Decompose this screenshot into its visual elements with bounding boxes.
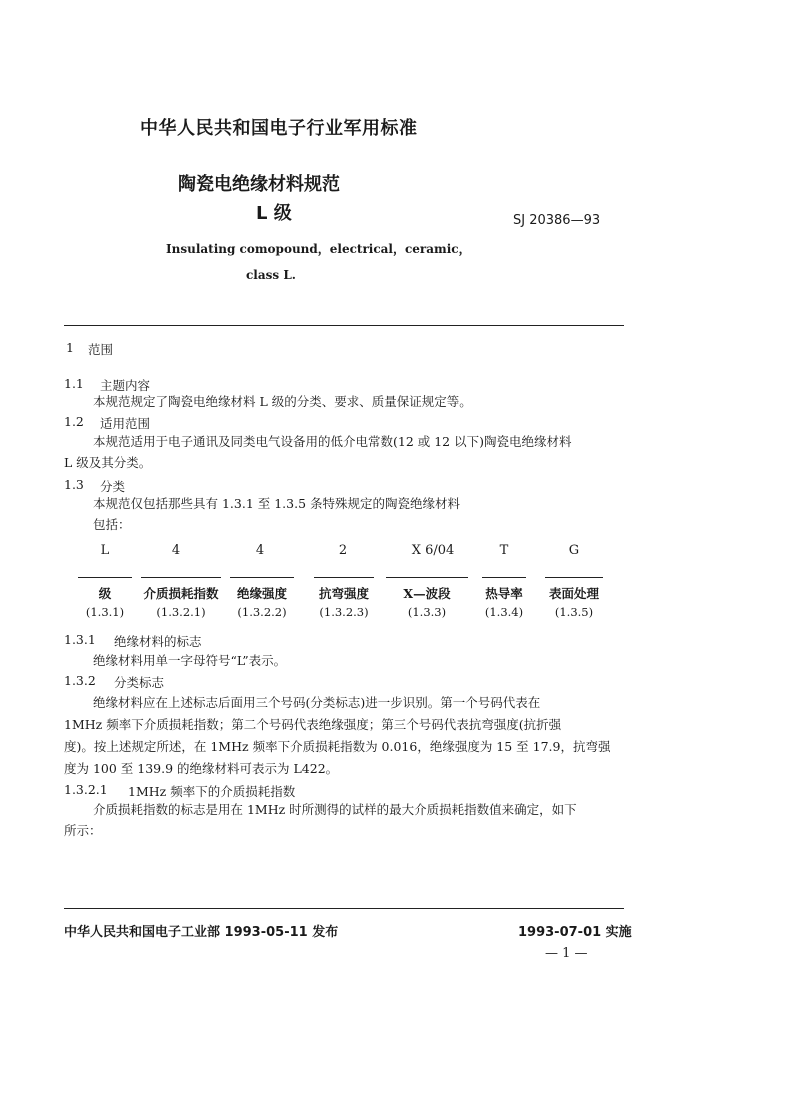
code-label-6: 热导率 — [485, 586, 523, 601]
code-label-2: 介质损耗指数 — [143, 586, 219, 601]
issuing-agency: 中华人民共和国电子行业军用标准 — [140, 118, 418, 139]
section-1-2-number: 1.2 — [64, 414, 84, 429]
code-char-7: G — [568, 543, 580, 558]
section-1-3-number: 1.3 — [64, 477, 84, 492]
code-underline-7 — [545, 577, 603, 578]
code-label-4: 抗弯强度 — [318, 586, 369, 601]
code-char-2: 4 — [171, 543, 181, 558]
footer-divider — [64, 908, 624, 909]
section-1-3-title: 分类 — [100, 479, 126, 494]
code-underline-6 — [482, 577, 526, 578]
standard-number: SJ 20386—93 — [513, 213, 601, 228]
code-label-1: 级 — [98, 586, 112, 601]
section-1-3-2-number: 1.3.2 — [64, 673, 96, 688]
section-1-2-title: 适用范围 — [100, 416, 151, 431]
section-1-3-2-para-line3: 度)。按上述规定所述，在 1MHz 频率下介质损耗指数为 0.016，绝缘强度为 15 至 17.9，抗弯强 — [64, 739, 611, 754]
section-1-1-title: 主题内容 — [100, 378, 151, 393]
section-1-3-2-1-para-line1: 介质损耗指数的标志是用在 1MHz 时所测得的试样的最大介质损耗指数值来确定，如下 — [93, 802, 577, 817]
section-1-3-2-1-title: 1MHz 频率下的介质损耗指数 — [128, 784, 296, 799]
section-1-3-text: 本规范仅包括那些具有 1.3.1 至 1.3.5 条特殊规定的陶瓷绝缘材料 — [93, 496, 461, 511]
effective-date: 1993-07-01 实施 — [518, 925, 632, 940]
section-1-title: 范围 — [88, 342, 114, 357]
code-underline-4 — [314, 577, 374, 578]
code-ref-4: (1.3.2.3) — [319, 605, 369, 619]
section-1-3-2-1-number: 1.3.2.1 — [64, 782, 108, 797]
code-underline-1 — [78, 577, 132, 578]
code-ref-3: (1.3.2.2) — [237, 605, 287, 619]
code-underline-5 — [386, 577, 468, 578]
code-char-3: 4 — [255, 543, 265, 558]
code-char-1: L — [100, 543, 110, 558]
document-title: 陶瓷电绝缘材料规范 — [178, 174, 340, 195]
issuer-date: 中华人民共和国电子工业部 1993-05-11 发布 — [64, 925, 339, 940]
section-1-3-2-para-line2: 1MHz 频率下介质损耗指数；第二个号码代表绝缘强度；第三个号码代表抗弯强度(抗折强 — [64, 717, 562, 732]
english-title-line1: Insulating comopound，electrical，ceramic， — [166, 242, 471, 256]
code-ref-6: (1.3.4) — [484, 605, 524, 619]
section-1-1-number: 1.1 — [64, 376, 84, 391]
code-char-6: T — [499, 543, 509, 558]
header-divider — [64, 325, 624, 326]
english-title-line2: class L. — [246, 268, 296, 282]
code-ref-2: (1.3.2.1) — [156, 605, 206, 619]
code-label-5: X—波段 — [403, 586, 451, 601]
section-1-3-1-title: 绝缘材料的标志 — [114, 634, 202, 649]
document-subtitle: L 级 — [256, 203, 292, 224]
section-1-number: 1 — [66, 340, 74, 355]
code-underline-3 — [230, 577, 294, 578]
section-1-1-text: 本规范规定了陶瓷电绝缘材料 L 级的分类、要求、质量保证规定等。 — [93, 394, 472, 409]
code-char-5: X 6/04 — [411, 543, 455, 558]
section-1-3-2-para-line1: 绝缘材料应在上述标志后面用三个号码(分类标志)进一步识别。第一个号码代表在 — [93, 695, 541, 710]
section-1-3-includes: 包括： — [93, 517, 131, 532]
page-number: — 1 — — [545, 946, 588, 961]
code-label-7: 表面处理 — [548, 586, 599, 601]
code-ref-5: (1.3.3) — [407, 605, 447, 619]
code-ref-1: (1.3.1) — [85, 605, 125, 619]
code-ref-7: (1.3.5) — [554, 605, 594, 619]
code-char-4: 2 — [338, 543, 348, 558]
section-1-3-1-number: 1.3.1 — [64, 632, 96, 647]
section-1-3-1-text: 绝缘材料用单一字母符号“L”表示。 — [93, 653, 287, 668]
section-1-3-2-1-para-line2: 所示： — [64, 823, 102, 838]
section-1-2-text-line1: 本规范适用于电子通讯及同类电气设备用的低介电常数(12 或 12 以下)陶瓷电绝缘材料 — [93, 434, 572, 449]
section-1-3-2-title: 分类标志 — [114, 675, 165, 690]
section-1-3-2-para-line4: 度为 100 至 139.9 的绝缘材料可表示为 L422。 — [64, 761, 339, 776]
code-label-3: 绝缘强度 — [236, 586, 287, 601]
section-1-2-text-line2: L 级及其分类。 — [64, 455, 152, 470]
code-underline-2 — [141, 577, 221, 578]
